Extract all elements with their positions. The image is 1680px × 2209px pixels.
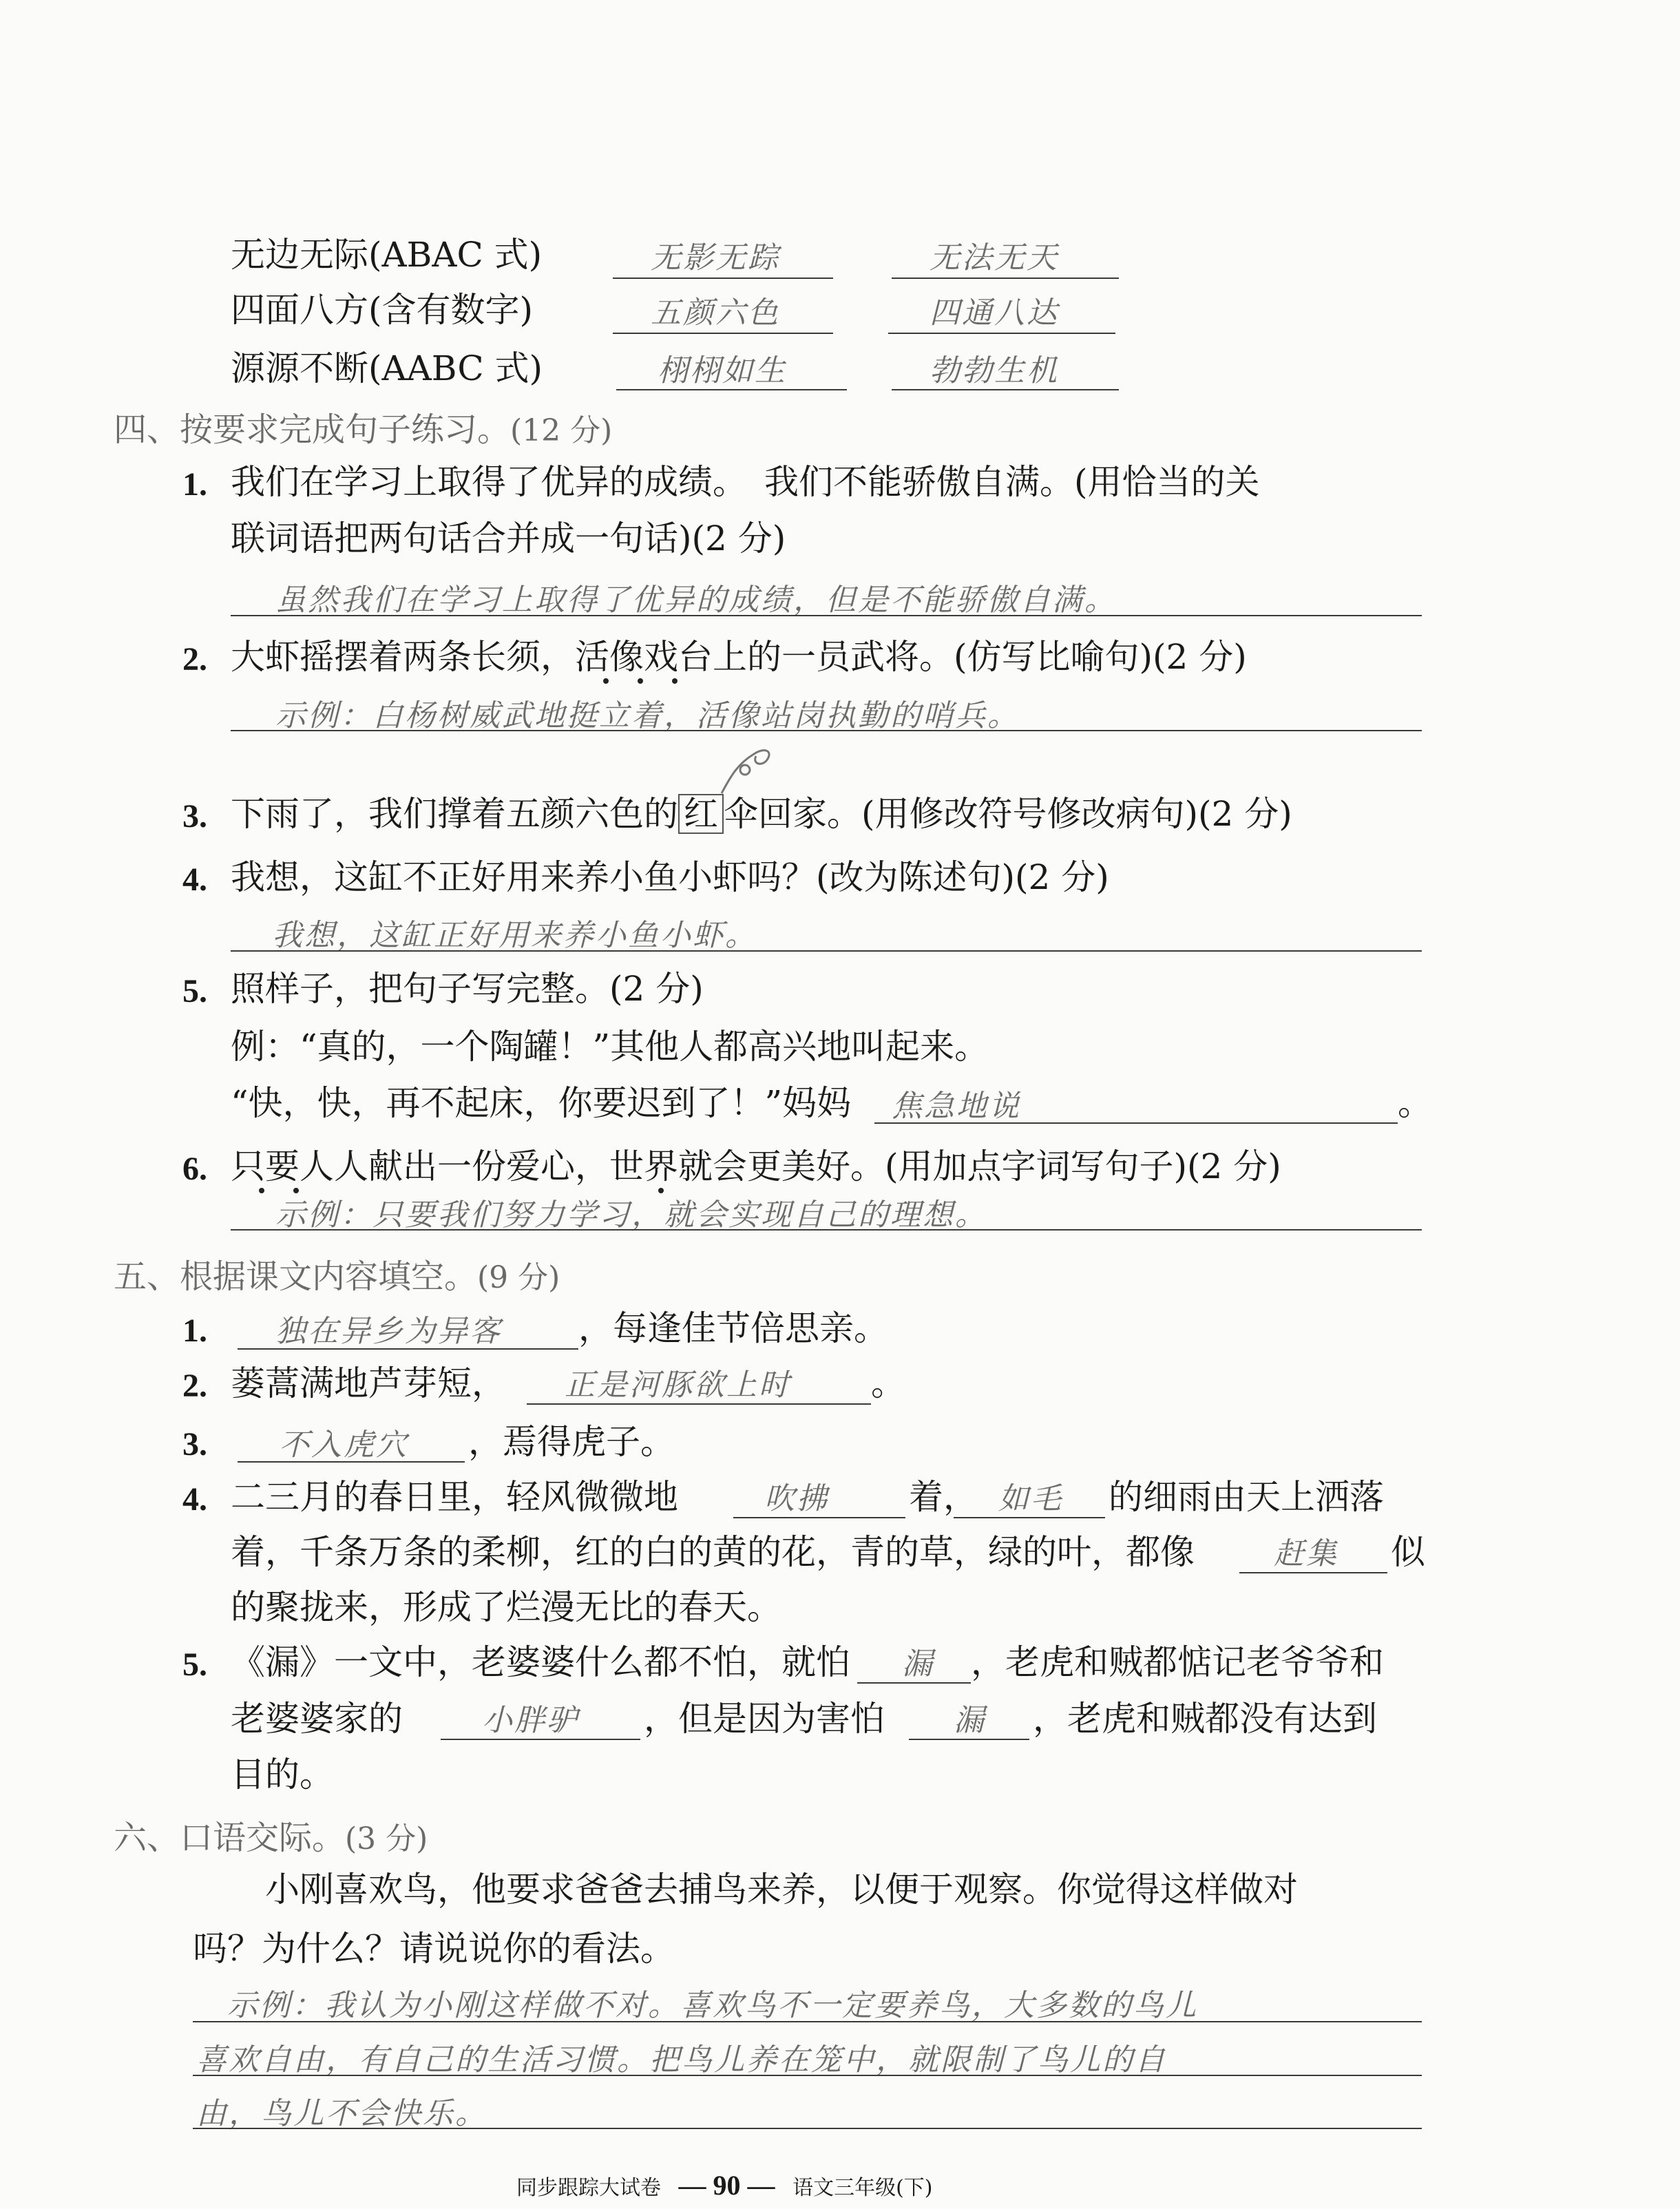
s5-q5-blank3[interactable] xyxy=(909,1739,1029,1740)
s4-q1-answer: 虽然我们在学习上取得了优异的成绩，但是不能骄傲自满。 xyxy=(275,583,1117,618)
s4-q1-number: 1. xyxy=(182,466,207,503)
emphasis-dot xyxy=(638,678,643,684)
s4-q1-line2: 联词语把两句话合并成一句话)(2 分) xyxy=(231,519,786,558)
idiom-label-3: 源源不断(AABC 式) xyxy=(231,348,543,388)
s6-line2: 吗？为什么？请说说你的看法。 xyxy=(193,1929,675,1969)
s4-q3-before: 下雨了，我们撑着五颜六色的 xyxy=(231,794,678,834)
s4-q3-after: 伞回家。(用修改符号修改病句)(2 分) xyxy=(724,794,1292,834)
s5-q4-number: 4. xyxy=(182,1481,207,1518)
s5-q4-t1: 二三月的春日里，轻风微微地 xyxy=(231,1477,678,1517)
s6-answer2: 喜欢自由，有自己的生活习惯。把鸟儿养在笼中，就限制了鸟儿的自 xyxy=(196,2042,1167,2077)
s4-q5-text: 照样子，把句子写完整。(2 分) xyxy=(231,969,704,1009)
section6-heading xyxy=(114,1811,428,1859)
s5-q5-t2: ，老虎和贼都惦记老爷爷和 xyxy=(971,1642,1384,1682)
s5-q5-number: 5. xyxy=(182,1646,207,1683)
idiom-blank-1a[interactable] xyxy=(613,278,833,279)
s5-q5-t4: ，但是因为害怕 xyxy=(644,1699,885,1739)
s5-q5-blank2[interactable] xyxy=(441,1739,640,1740)
idiom-answer-3b: 勃勃生机 xyxy=(930,353,1059,388)
deletion-mark-icon xyxy=(716,744,778,799)
s5-q2-end: 。 xyxy=(871,1363,905,1403)
s4-q6-answer: 示例：只要我们努力学习，就会实现自己的理想。 xyxy=(275,1197,987,1233)
s5-q5-t6: 目的。 xyxy=(231,1755,334,1794)
s5-q4-t6: 的聚拢来，形成了烂漫无比的春天。 xyxy=(231,1587,781,1627)
s5-q5-t3: 老婆婆家的 xyxy=(231,1699,403,1739)
section4-title: 四、按要求完成句子练习。 xyxy=(114,410,511,449)
s5-q3-answer: 不入虎穴 xyxy=(279,1427,408,1463)
section6-title: 六、口语交际。 xyxy=(114,1819,346,1857)
s4-q3-text xyxy=(231,793,1292,835)
s6-answer3: 由，鸟儿不会快乐。 xyxy=(196,2096,487,2131)
s4-q4-text: 我想，这缸不正好用来养小鱼小虾吗？(改为陈述句)(2 分) xyxy=(231,857,1109,897)
s4-q5-answer: 焦急地说 xyxy=(892,1089,1021,1124)
idiom-answer-2a: 五颜六色 xyxy=(651,295,780,331)
s6-line1: 小刚喜欢鸟，他要求爸爸去捕鸟来养，以便于观察。你觉得这样做对 xyxy=(265,1870,1298,1909)
section4-score: (12 分) xyxy=(510,413,613,448)
footer-book-title: 同步跟踪大试卷 xyxy=(516,2176,661,2200)
idiom-answer-3a: 栩栩如生 xyxy=(658,353,787,388)
s5-q4-blank2[interactable] xyxy=(954,1517,1105,1518)
s4-q6-number: 6. xyxy=(182,1151,207,1187)
s5-q5-t5: ，老虎和贼都没有达到 xyxy=(1033,1699,1377,1739)
s4-q3-boxed-word: 红 xyxy=(678,794,724,834)
s5-q1-text: ，每逢佳节倍思亲。 xyxy=(578,1308,888,1348)
s4-q1-answer-line[interactable] xyxy=(231,615,1422,616)
s4-q6-text: 只要人人献出一份爱心，世界就会更美好。(用加点字词写句子)(2 分) xyxy=(231,1147,1281,1186)
s6-answer-line-1[interactable] xyxy=(193,2021,1422,2022)
section5-title: 五、根据课文内容填空。 xyxy=(114,1257,478,1296)
s4-q2-text: 大虾摇摆着两条长须，活像戏台上的一员武将。(仿写比喻句)(2 分) xyxy=(231,637,1247,677)
s4-q5-example: 例：“真的，一个陶罐！”其他人都高兴地叫起来。 xyxy=(231,1027,989,1067)
s4-q5-end: 。 xyxy=(1398,1083,1432,1123)
s4-q2-answer: 示例：白杨树威武地挺立着，活像站岗执勤的哨兵。 xyxy=(275,698,1020,733)
s5-q2-text: 蒌蒿满地芦芽短， xyxy=(231,1363,506,1403)
s5-q4-t2: 着， xyxy=(909,1477,978,1517)
s5-q4-a2: 如毛 xyxy=(998,1481,1063,1516)
s5-q1-answer: 独在异乡为异客 xyxy=(275,1314,502,1349)
section5-score: (9 分) xyxy=(477,1260,560,1295)
idiom-label-1: 无边无际(ABAC 式) xyxy=(231,235,543,275)
page-number: — 90 — xyxy=(678,2170,775,2201)
s5-q2-number: 2. xyxy=(182,1368,207,1404)
idiom-answer-2b: 四通八达 xyxy=(930,295,1059,331)
s4-q5-blank[interactable] xyxy=(874,1122,1398,1124)
s5-q4-t3: 的细雨由天上洒落 xyxy=(1109,1477,1384,1517)
s5-q5-a1: 漏 xyxy=(902,1646,934,1682)
s5-q5-blank1[interactable] xyxy=(857,1682,971,1684)
section4-heading xyxy=(114,403,612,450)
s4-q5-number: 5. xyxy=(182,973,207,1009)
section5-heading xyxy=(114,1250,560,1297)
s5-q3-blank[interactable] xyxy=(238,1461,465,1463)
emphasis-dot xyxy=(603,678,609,684)
s5-q2-answer: 正是河豚欲上时 xyxy=(565,1368,791,1403)
s5-q4-a3: 赶集 xyxy=(1274,1536,1338,1571)
idiom-blank-3a[interactable] xyxy=(616,389,847,390)
s5-q4-a1: 吹拂 xyxy=(764,1481,829,1516)
s5-q4-t5: 似 xyxy=(1391,1532,1425,1572)
emphasis-dot xyxy=(672,678,678,684)
s6-answer-line-3[interactable] xyxy=(193,2128,1422,2129)
idiom-blank-2a[interactable] xyxy=(613,333,833,334)
idiom-blank-1b[interactable] xyxy=(892,278,1119,279)
s4-q2-answer-line[interactable] xyxy=(231,730,1422,731)
s5-q5-a2: 小胖驴 xyxy=(482,1703,579,1738)
s4-q4-answer-line[interactable] xyxy=(231,950,1422,952)
idiom-blank-2b[interactable] xyxy=(888,333,1115,334)
idiom-answer-1a: 无影无踪 xyxy=(651,240,780,275)
s5-q4-t4: 着，千条万条的柔柳，红的白的黄的花，青的草，绿的叶，都像 xyxy=(231,1532,1195,1572)
s5-q3-text: ，焉得虎子。 xyxy=(468,1422,675,1462)
s4-q3-number: 3. xyxy=(182,798,207,835)
idiom-blank-3b[interactable] xyxy=(892,389,1119,390)
s6-answer1: 示例：我认为小刚这样做不对。喜欢鸟不一定要养鸟，大多数的鸟儿 xyxy=(227,1988,1198,2023)
idiom-label-2: 四面八方(含有数字) xyxy=(231,290,534,330)
s5-q2-blank[interactable] xyxy=(527,1403,871,1405)
footer-subject: 语文三年级(下) xyxy=(792,2176,933,2200)
s4-q2-number: 2. xyxy=(182,641,207,678)
footer xyxy=(516,2169,933,2201)
s6-answer-line-2[interactable] xyxy=(193,2075,1422,2076)
s4-q4-answer: 我想，这缸正好用来养小鱼小虾。 xyxy=(272,918,757,953)
s4-q4-number: 4. xyxy=(182,861,207,898)
s5-q5-t1: 《漏》一文中，老婆婆什么都不怕，就怕 xyxy=(231,1642,850,1682)
s5-q4-blank1[interactable] xyxy=(733,1517,905,1518)
s5-q3-number: 3. xyxy=(182,1426,207,1463)
s5-q5-a3: 漏 xyxy=(954,1703,986,1738)
s5-q4-blank3[interactable] xyxy=(1239,1572,1387,1573)
s4-q1-line1: 我们在学习上取得了优异的成绩。 我们不能骄傲自满。(用恰当的关 xyxy=(231,462,1260,502)
s4-q5-line: “快，快，再不起床，你要迟到了！”妈妈 xyxy=(231,1083,852,1123)
section6-score: (3 分) xyxy=(345,1821,428,1856)
s4-q6-answer-line[interactable] xyxy=(231,1229,1422,1231)
emphasis-dot xyxy=(259,1188,264,1193)
idiom-answer-1b: 无法无天 xyxy=(930,240,1059,275)
s5-q1-number: 1. xyxy=(182,1312,207,1349)
s5-q1-blank[interactable] xyxy=(238,1348,578,1350)
